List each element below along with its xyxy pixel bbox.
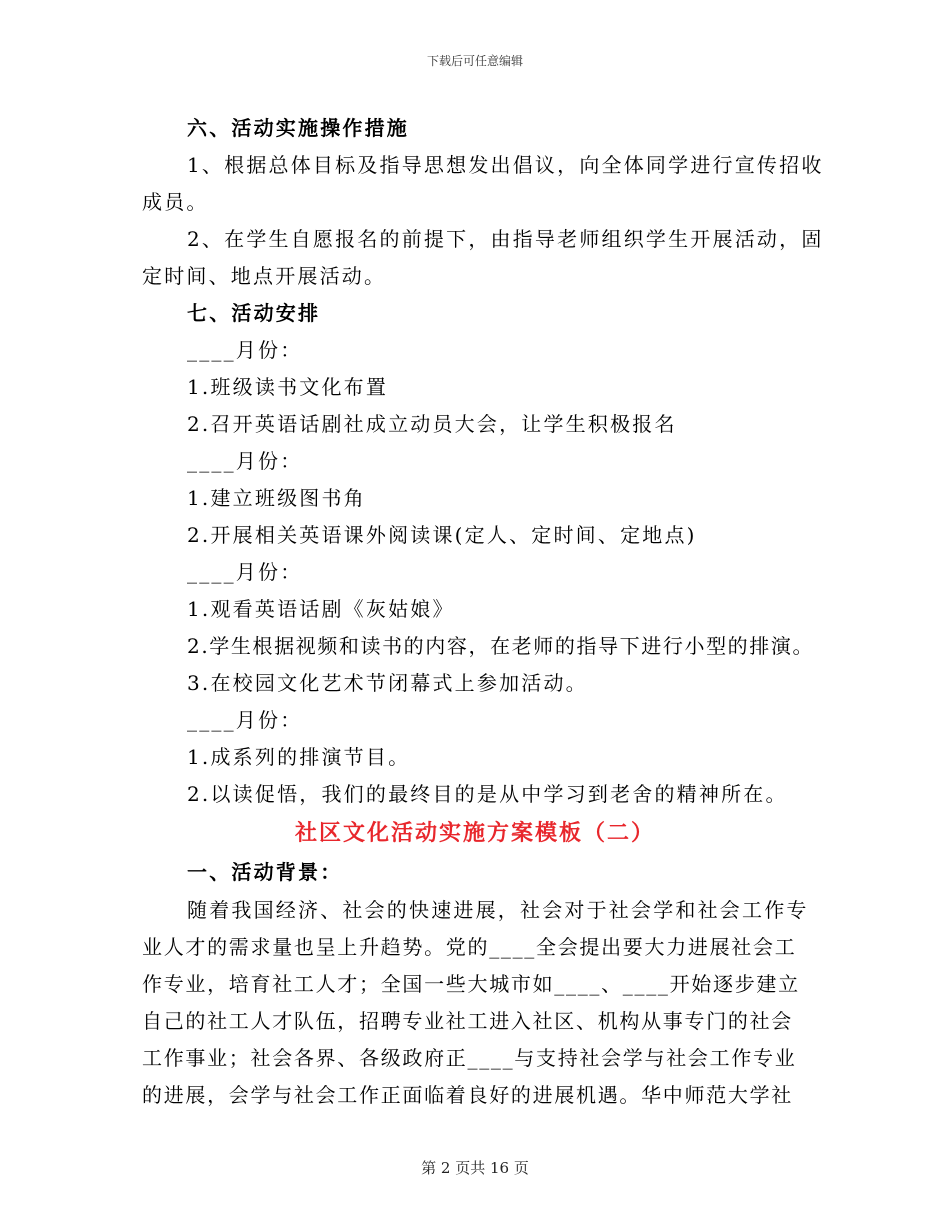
schedule-item: 1.成系列的排演节目。 bbox=[187, 745, 411, 769]
paragraph-line: 1、根据总体目标及指导思想发出倡议，向全体同学进行宣传招收 bbox=[187, 153, 824, 177]
background-heading: 一、活动背景： bbox=[187, 860, 343, 884]
section-6-heading: 六、活动实施操作措施 bbox=[187, 116, 409, 140]
schedule-item: 2.开展相关英语课外阅读课(定人、定时间、定地点) bbox=[187, 523, 697, 547]
paragraph-line: 自己的社工人才队伍，招聘专业社工进入社区、机构从事专门的社会 bbox=[142, 1009, 793, 1033]
page-header-note: 下载后可任意编辑 bbox=[426, 54, 523, 68]
month-label: ____月份： bbox=[187, 560, 303, 584]
month-label: ____月份： bbox=[187, 708, 303, 732]
schedule-item: 2.召开英语话剧社成立动员大会，让学生积极报名 bbox=[187, 412, 677, 436]
schedule-item: 1.建立班级图书角 bbox=[187, 486, 366, 510]
section-7-heading: 七、活动安排 bbox=[187, 301, 321, 325]
paragraph-line: 成员。 bbox=[142, 190, 209, 214]
month-label: ____月份： bbox=[187, 338, 303, 362]
page-number: 第 2 页共 16 页 bbox=[421, 1159, 529, 1177]
schedule-item: 2.以读促悟，我们的最终目的是从中学习到老舍的精神所在。 bbox=[187, 782, 788, 806]
document-title: 社区文化活动实施方案模板（二） bbox=[294, 820, 655, 846]
paragraph-line: 随着我国经济、社会的快速进展，社会对于社会学和社会工作专 bbox=[187, 898, 809, 922]
paragraph-line: 的进展，会学与社会工作正面临着良好的进展机遇。华中师范大学社 bbox=[142, 1083, 793, 1107]
paragraph-line: 工作事业；社会各界、各级政府正____与支持社会学与社会工作专业 bbox=[142, 1046, 797, 1070]
paragraph-line: 2、在学生自愿报名的前提下，由指导老师组织学生开展活动，固 bbox=[187, 227, 824, 251]
schedule-item: 3.在校园文化艺术节闭幕式上参加活动。 bbox=[187, 671, 588, 695]
paragraph-line: 业人才的需求量也呈上升趋势。党的____全会提出要大力进展社会工 bbox=[142, 935, 797, 959]
schedule-item: 1.观看英语话剧《灰姑娘》 bbox=[187, 597, 455, 621]
schedule-item: 2.学生根据视频和读书的内容，在老师的指导下进行小型的排演。 bbox=[187, 634, 815, 658]
schedule-item: 1.班级读书文化布置 bbox=[187, 375, 389, 399]
paragraph-line: 定时间、地点开展活动。 bbox=[142, 264, 387, 288]
month-label: ____月份： bbox=[187, 449, 303, 473]
paragraph-line: 作专业，培育社工人才；全国一些大城市如____、____开始逐步建立 bbox=[142, 972, 800, 996]
